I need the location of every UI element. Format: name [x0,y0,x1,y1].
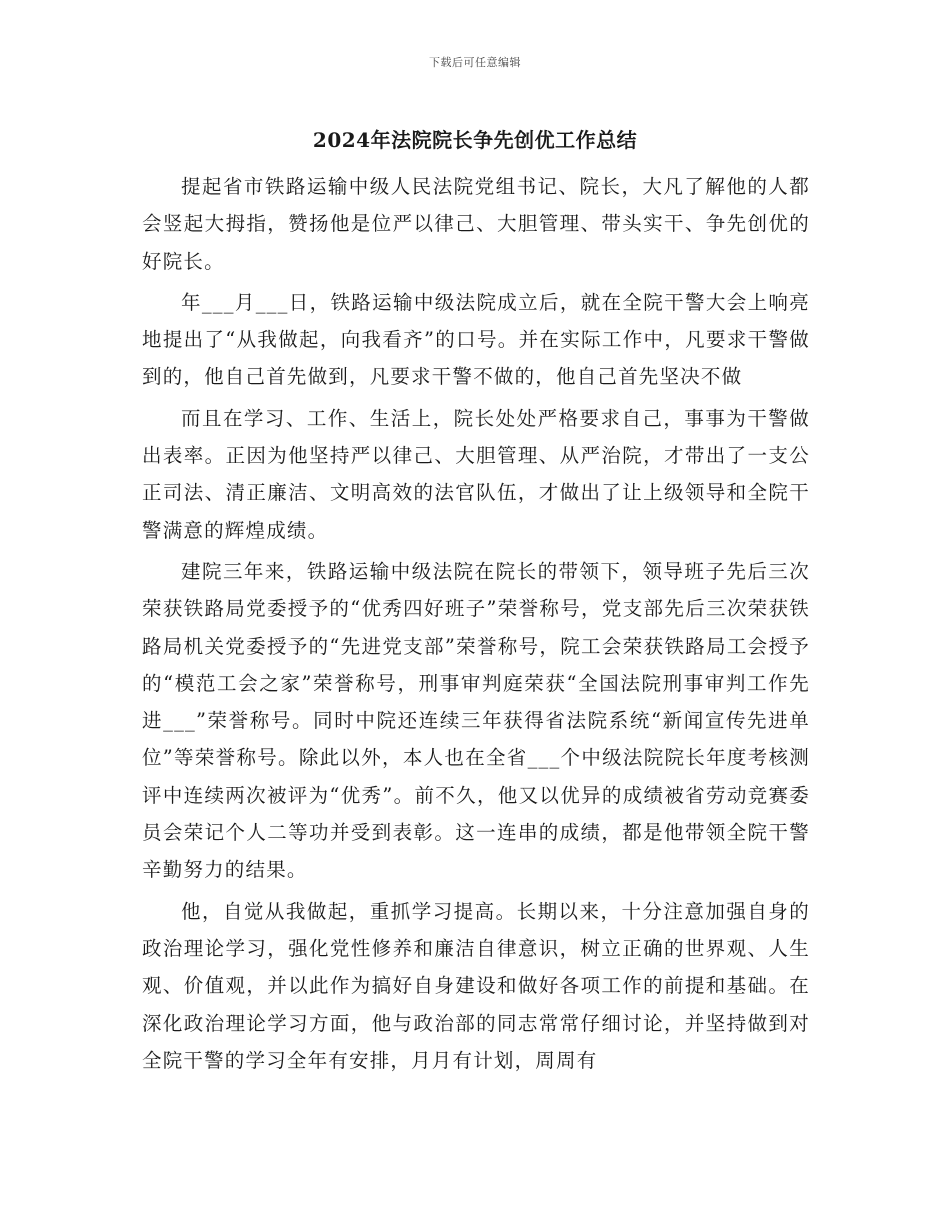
paragraph: 而且在学习、工作、生活上，院长处处严格要求自己，事事为干警做出表率。正因为他坚持严以律己、大胆管理、从严治院，才带出了一支公正司法、清正廉洁、文明高效的法官队伍，才做出了让上级领导和全院干警满意的辉煌成绩。 [142,406,810,542]
paragraph: 年___月___日，铁路运输中级法院成立后，就在全院干警大会上响亮地提出了“从我做起，向我看齐”的口号。并在实际工作中，凡要求干警做到的，他自己首先做到，凡要求干警不做的，他自己首先坚决不做 [142,290,810,389]
paragraph: 他，自觉从我做起，重抓学习提高。长期以来，十分注意加强自身的政治理论学习，强化党性修养和廉洁自律意识，树立正确的世界观、人生观、价值观，并以此作为搞好自身建设和做好各项工作的前提和基础。在深化政治理论学习方面，他与政治部的同志常常仔细讨论，并坚持做到对全院干警的学习全年有安排，月月有计划，周周有 [142,899,810,1072]
document-body [142,168,810,1083]
paragraph: 建院三年来，铁路运输中级法院在院长的带领下，领导班子先后三次荣获铁路局党委授予的“优秀四好班子”荣誉称号，党支部先后三次荣获铁路局机关党委授予的“先进党支部”荣誉称号，院工会荣获铁路局工会授予的“模范工会之家”荣誉称号，刑事审判庭荣获“全国法院刑事审判工作先进___”荣誉称号。同时中院还连续三年获得省法院系统“新闻宣传先进单位”等荣誉称号。除此以外，本人也在全省___个中级法院院长年度考核测评中连续两次被评为“优秀”。前不久，他又以优异的成绩被省劳动竞赛委员会荣记个人二等功并受到表彰。这一连串的成绩，都是他带领全院干警辛勤努力的结果。 [142,559,810,882]
paragraph: 提起省市铁路运输中级人民法院党组书记、院长，大凡了解他的人都会竖起大拇指，赞扬他是位严以律己、大胆管理、带头实干、争先创优的好院长。 [142,175,810,273]
header-note: 下载后可任意编辑 [429,56,521,69]
document-title: 2024年法院院长争先创优工作总结 [312,128,638,152]
